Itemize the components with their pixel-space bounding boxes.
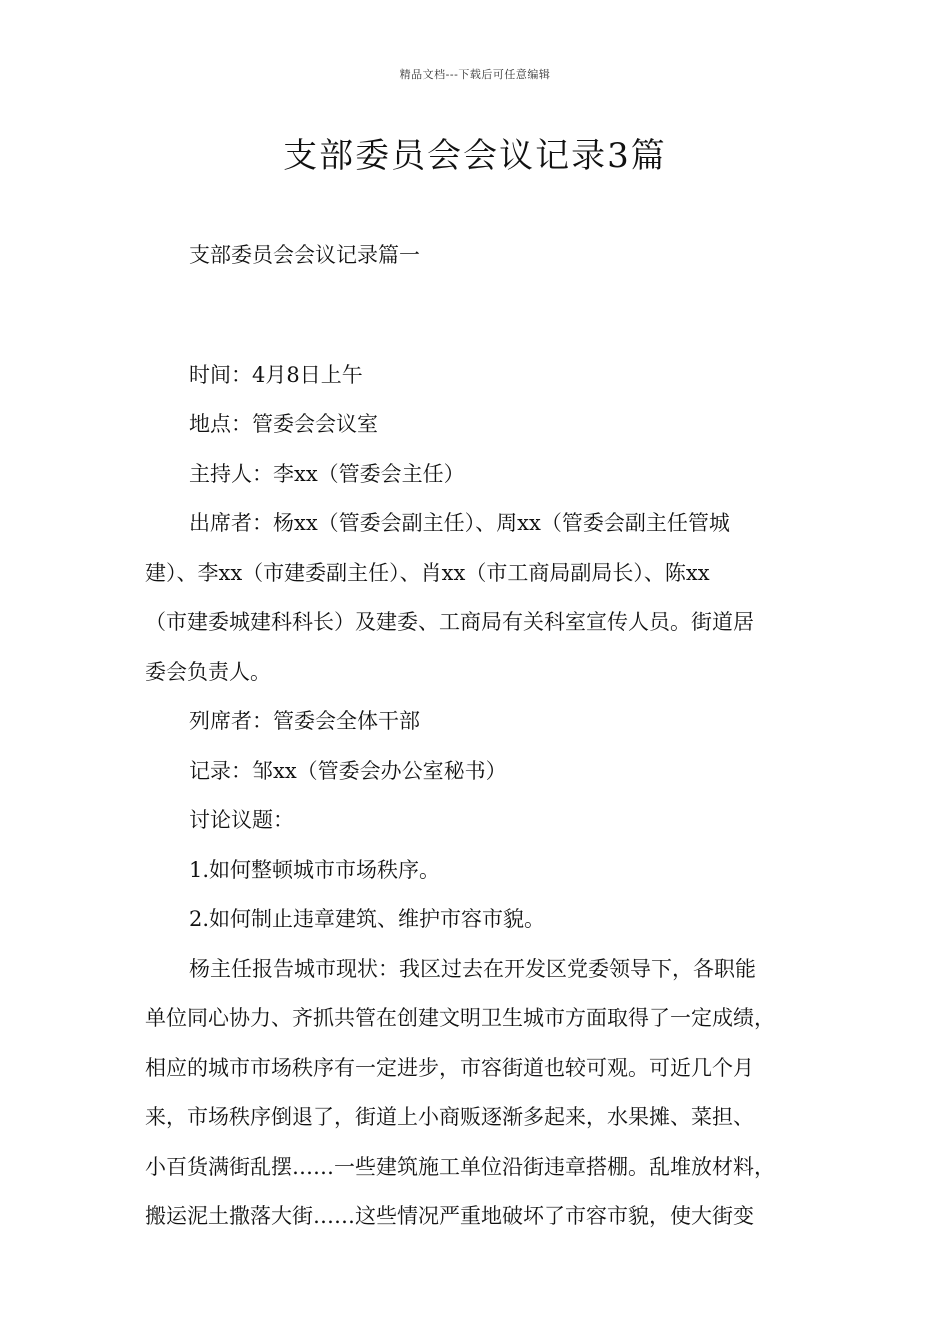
report-line-2: 单位同心协力、齐抓共管在创建文明卫生城市方面取得了一定成绩， — [145, 1006, 775, 1030]
meeting-host: 主持人：李xx（管委会主任） — [189, 461, 465, 486]
document-title: 支部委员会会议记录3篇 — [283, 136, 667, 176]
report-line-3: 相应的城市市场秩序有一定进步，市容街道也较可观。可近几个月 — [145, 1055, 754, 1080]
meeting-location: 地点：管委会会议室 — [189, 412, 378, 436]
report-line-6: 搬运泥土撒落大街……这些情况严重地破坏了市容市貌，使大街变 — [145, 1204, 754, 1228]
meeting-time: 时间：4月8日上午 — [189, 362, 363, 387]
agenda-item-2: 2.如何制止违章建筑、维护市容市貌。 — [189, 907, 546, 931]
attendees-line-3: （市建委城建科科长）及建委、工商局有关科室宣传人员。街道居 — [145, 610, 754, 634]
attendees-line-1: 出席者：杨xx（管委会副主任）、周xx（管委会副主任管城 — [189, 511, 730, 535]
report-line-5: 小百货满街乱摆……一些建筑施工单位沿街违章搭棚。乱堆放材料， — [145, 1154, 775, 1179]
report-line-4: 来，市场秩序倒退了，街道上小商贩逐渐多起来，水果摊、菜担、 — [145, 1105, 754, 1129]
header-note: 精品文档---下载后可任意编辑 — [399, 68, 551, 81]
recorder: 记录：邹xx（管委会办公室秘书） — [189, 758, 507, 783]
report-line-1: 杨主任报告城市现状：我区过去在开发区党委领导下，各职能 — [189, 956, 756, 981]
attendees-line-4: 委会负责人。 — [145, 659, 271, 684]
section-title: 支部委员会会议记录篇一 — [189, 243, 420, 267]
agenda-item-1: 1.如何整顿城市市场秩序。 — [189, 857, 441, 882]
agenda-heading: 讨论议题： — [189, 808, 294, 832]
spacer — [145, 281, 825, 351]
attendees-line-2: 建）、李xx（市建委副主任）、肖xx（市工商局副局长）、陈xx — [145, 560, 710, 585]
document-body — [145, 231, 825, 1242]
observers: 列席者：管委会全体干部 — [189, 709, 420, 733]
